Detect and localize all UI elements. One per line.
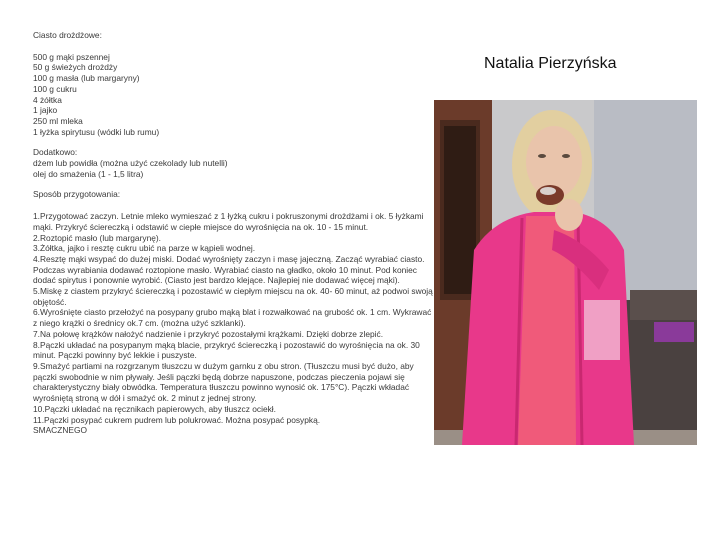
- ingredient-item: 500 g mąki pszennej: [33, 51, 110, 62]
- ingredient-item: 100 g cukru: [33, 83, 77, 94]
- dough-section: [33, 30, 433, 137]
- extras-section: [33, 147, 433, 179]
- method-step: 2.Roztopić masło (lub margarynę).: [33, 232, 162, 243]
- extras-item: olej do smażenia (1 - 1,5 litra): [33, 168, 144, 179]
- method-title: Sposób przygotowania:: [33, 189, 121, 200]
- ingredient-item: 1 łyżka spirytusu (wódki lub rumu): [33, 126, 160, 137]
- method-step: 5.Miskę z ciastem przykryć ściereczką i pozostawić w ciepłym miejscu na ok. 40- 60 minut, aż podwoi swoją objętość.: [33, 286, 433, 307]
- method-step: 9.Smażyć partiami na rozgrzanym tłuszczu w dużym garnku z obu stron. (Tłuszczu musi być dużo, aby pączki swobodnie w nim pływały. Jeśli pączki będą dobrze napuszone, podczas pieczenia pojawi się charakterystyczny biały obwódka. Temperatura tłuszczu powinno wynosić ok. 175°C). Pączki wkładać wyrośniętą stroną w dół i smażyć ok. 2 minut z jednej strony.: [33, 360, 414, 404]
- method-step: 10.Pączki układać na ręcznikach papierowych, aby tłuszcz ociekł.: [33, 403, 276, 414]
- ingredient-item: 4 żółtka: [33, 94, 62, 105]
- ingredient-item: 250 ml mleka: [33, 115, 83, 126]
- method-section: [33, 189, 433, 435]
- method-step: 7.Na połowę krążków nałożyć nadzienie i przykryć pozostałymi krążkami. Dzięki dobrze zlepić.: [33, 328, 384, 339]
- extras-title: Dodatkowo:: [33, 147, 78, 158]
- ingredient-item: 1 jajko: [33, 105, 58, 116]
- method-step: 3.Żółtka, jajko i resztę cukru ubić na parze w kąpieli wodnej.: [33, 243, 256, 254]
- extras-item: dżem lub powidła (można użyć czekolady lub nutelli): [33, 158, 228, 169]
- method-step: 6.Wyrośnięte ciasto przełożyć na posypany grubo mąką blat i rozwałkować na grubość ok. 1 cm. Wykrawać z niego krążki o średnicy ok.7 cm. (można użyć szklanki).: [33, 307, 432, 329]
- recipe-document: [33, 30, 433, 446]
- dough-title: Ciasto drożdżowe:: [33, 30, 102, 40]
- method-step: 11.Pączki posypać cukrem pudrem lub polukrować. Można posypać posypką.: [33, 414, 321, 425]
- method-step: 1.Przygotować zaczyn. Letnie mleko wymieszać z 1 łyżką cukru i pokruszonymi drożdżami i ok. 5 łyżkami mąki. Przykryć ściereczką i odstawić w ciepłe miejsce do wyrośnięcia na ok. 10 - 15 minut.: [33, 211, 424, 232]
- ingredient-item: 100 g masła (lub margaryny): [33, 73, 140, 84]
- method-step: 4.Resztę mąki wsypać do dużej miski. Dodać wyrośnięty zaczyn i masę jajeczną. Zacząć wyrabiać ciasto. Podczas wyrabiania dodawać roztopione masło. Wyrabiać ciasto na gładko, około 10 minut. Pod koniec dodać spirytus i ponownie wyrobić. (Ciasto jest bardzo klejące. Najlepiej nie dodawać więcej mąki).: [33, 253, 425, 286]
- author-name: Natalia Pierzyńska: [484, 55, 617, 72]
- closing-text: SMACZNEGO: [33, 425, 87, 436]
- ingredient-item: 50 g świeżych drożdży: [33, 62, 118, 73]
- method-step: 8.Pączki układać na posypanym mąką blacie, przykryć ściereczką i pozostawić do wyrośnięcia na ok. 30 minut. Pączki powinny być lekkie i puszyste.: [33, 339, 420, 361]
- girl-eating-donut-photo: [434, 100, 697, 445]
